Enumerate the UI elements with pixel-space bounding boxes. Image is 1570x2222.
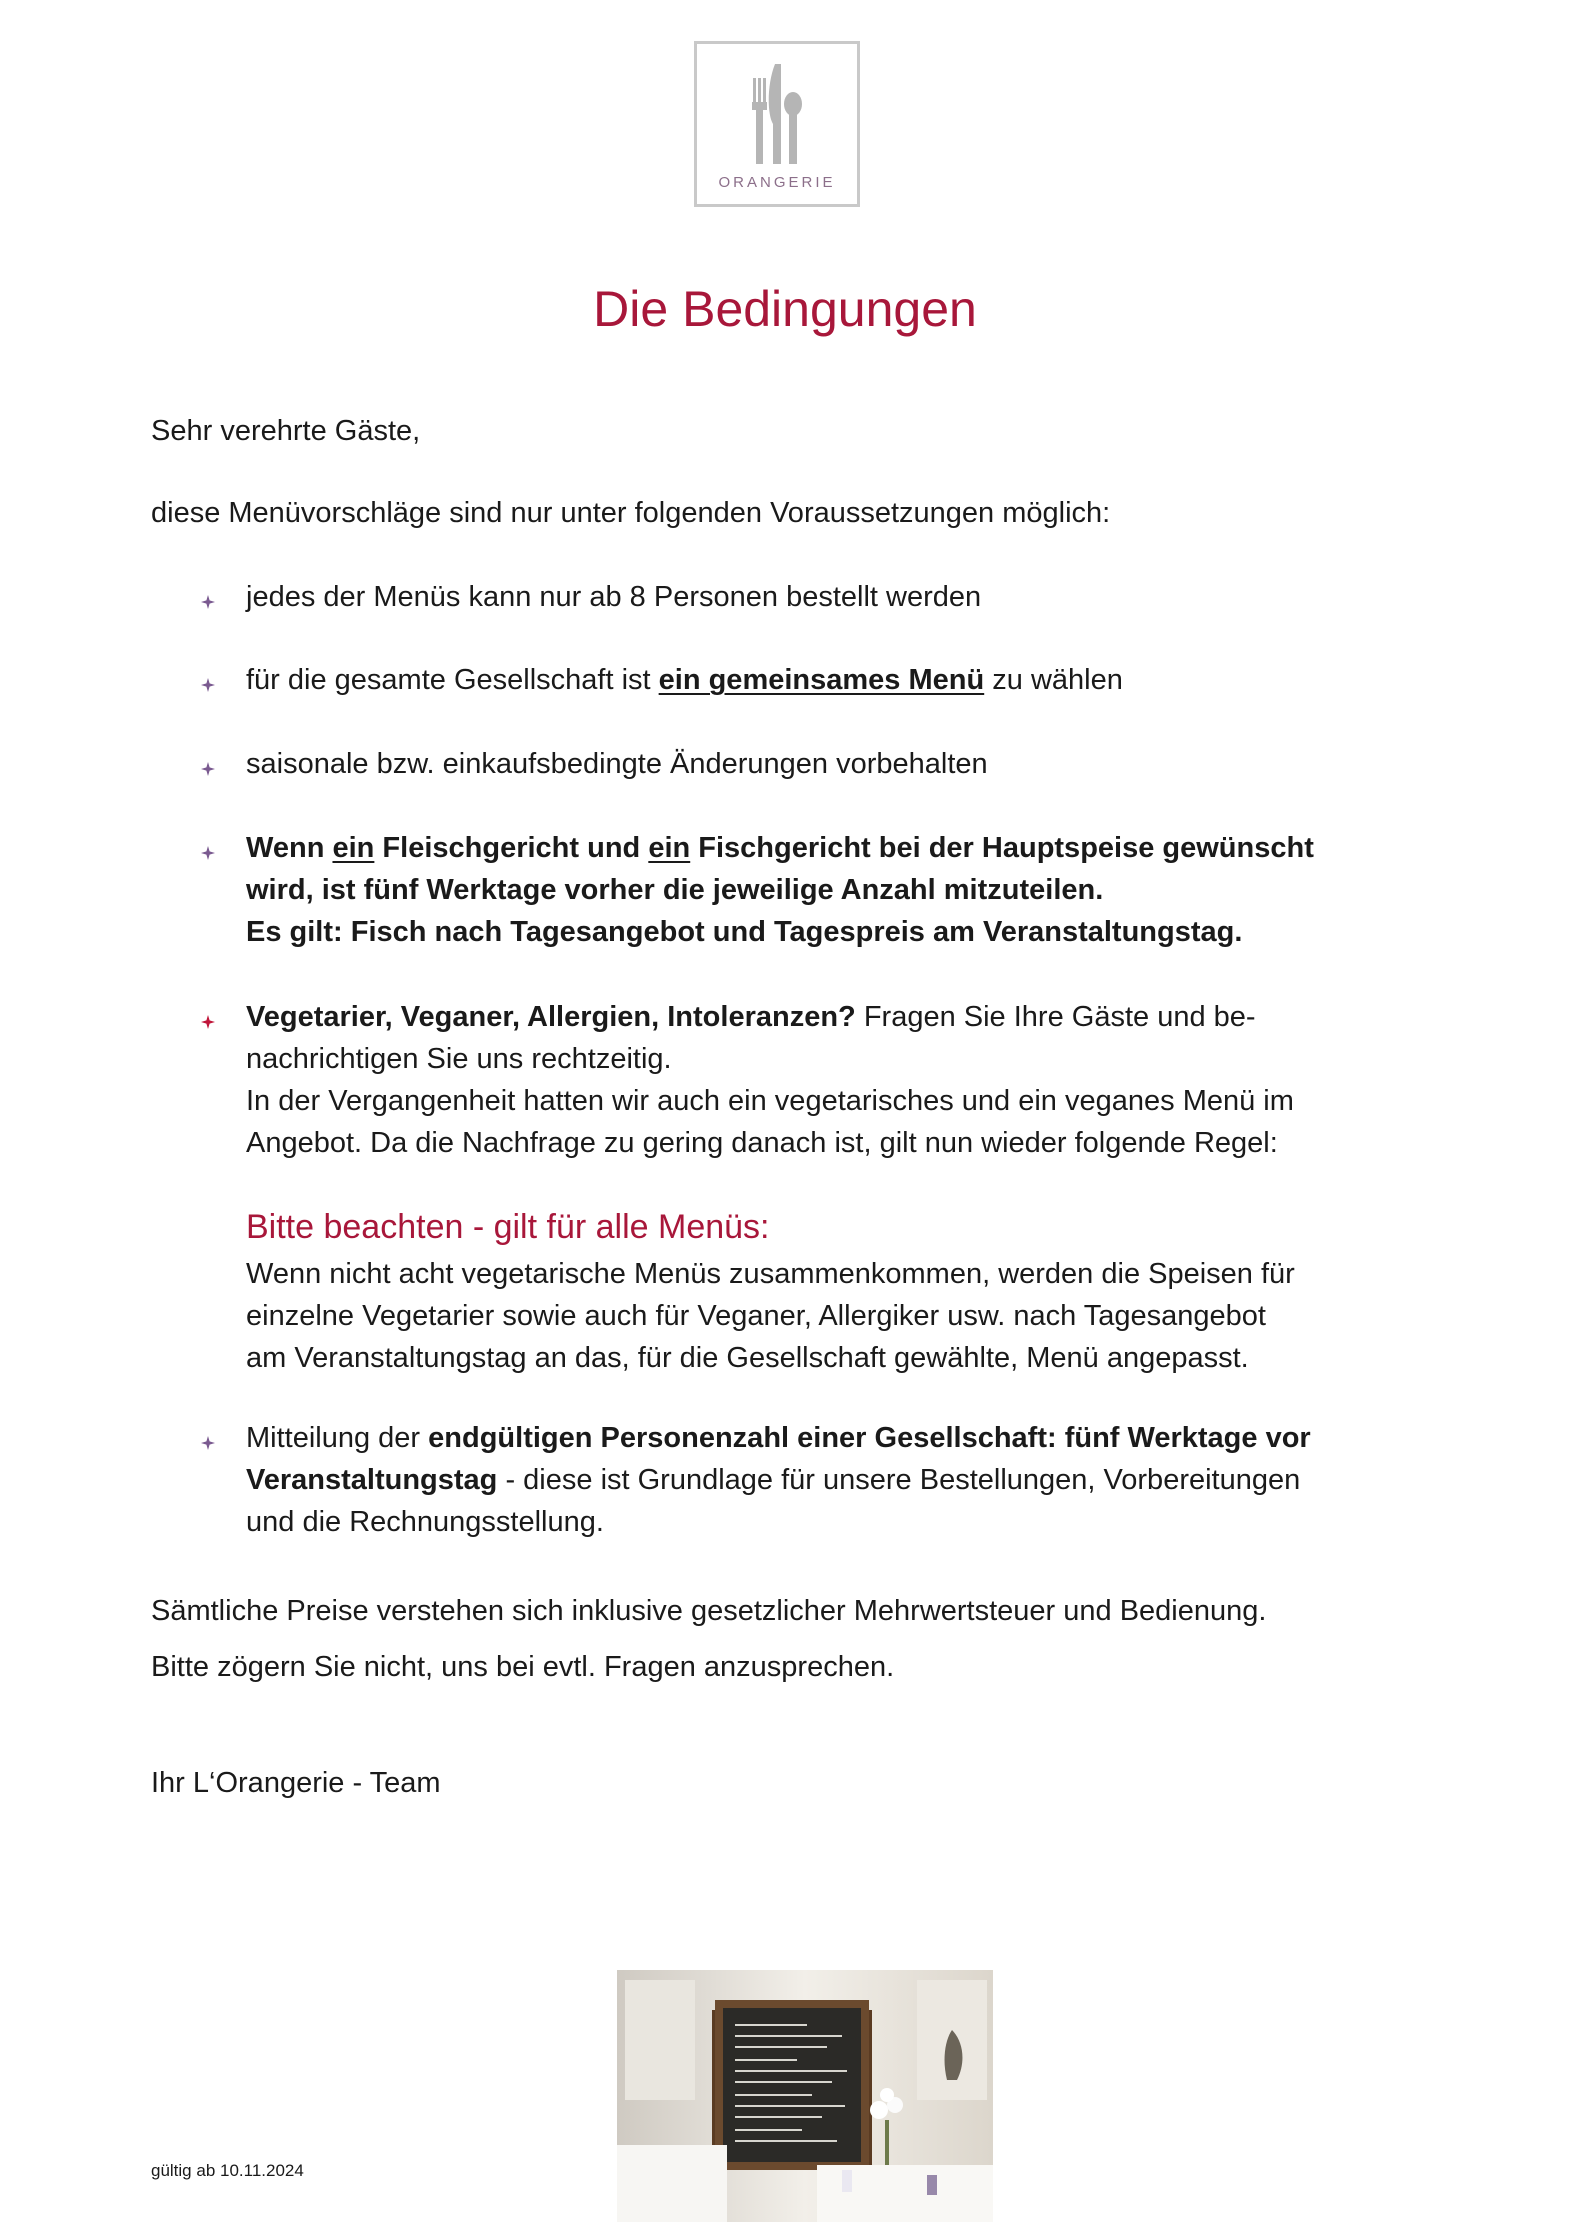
note-line-3: am Veranstaltungstag an das, für die Gesellschaft gewählte, Menü angepasst.	[246, 1342, 1249, 1374]
condition-seasonal-changes: saisonale bzw. einkaufsbedingte Änderungen vorbehalten	[246, 748, 988, 780]
valid-from-note: gültig ab 10.11.2024	[151, 2161, 304, 2180]
note-heading: Bitte beachten - gilt für alle Menüs:	[246, 1208, 770, 1246]
bullet-icon	[200, 1012, 216, 1032]
condition-vegetarian-line2: nachrichtigen Sie uns rechtzeitig.	[246, 1043, 672, 1075]
bullet-icon	[200, 843, 216, 863]
prices-note: Sämtliche Preise verstehen sich inklusive gesetzlicher Mehrwertsteuer und Bedienung.	[151, 1595, 1267, 1627]
condition-common-menu: für die gesamte Gesellschaft ist ein gemeinsames Menü zu wählen	[246, 664, 1123, 696]
condition-final-count-line3: und die Rechnungsstellung.	[246, 1506, 604, 1538]
orangerie-logo	[694, 41, 860, 207]
condition-final-count: Mitteilung der endgültigen Personenzahl einer Gesellschaft: fünf Werktage vor	[246, 1422, 1311, 1454]
condition-vegetarian: Vegetarier, Veganer, Allergien, Intoleranzen? Fragen Sie Ihre Gäste und be-	[246, 1001, 1256, 1033]
restaurant-photo	[617, 1970, 993, 2222]
questions-note: Bitte zögern Sie nicht, uns bei evtl. Fragen anzusprechen.	[151, 1651, 895, 1683]
intro-text: diese Menüvorschläge sind nur unter folgenden Voraussetzungen möglich:	[151, 497, 1111, 529]
bullet-icon	[200, 1433, 216, 1453]
condition-min-persons: jedes der Menüs kann nur ab 8 Personen bestellt werden	[246, 581, 982, 613]
condition-vegetarian-line3: In der Vergangenheit hatten wir auch ein vegetarisches und ein veganes Menü im	[246, 1085, 1294, 1117]
note-line-2: einzelne Vegetarier sowie auch für Veganer, Allergiker usw. nach Tagesangebot	[246, 1300, 1266, 1332]
condition-meat-fish-line2: wird, ist fünf Werktage vorher die jeweilige Anzahl mitzuteilen.	[246, 874, 1104, 906]
logo-wordmark: ORANGERIE	[718, 174, 836, 191]
bullet-icon	[200, 592, 216, 612]
condition-vegetarian-line4: Angebot. Da die Nachfrage zu gering danach ist, gilt nun wieder folgende Regel:	[246, 1127, 1278, 1159]
greeting: Sehr verehrte Gäste,	[151, 415, 421, 447]
signature: Ihr L‘Orangerie - Team	[151, 1767, 441, 1799]
condition-meat-fish: Wenn ein Fleischgericht und ein Fischgericht bei der Hauptspeise gewünscht	[246, 832, 1314, 864]
condition-meat-fish-line3: Es gilt: Fisch nach Tagesangebot und Tagespreis am Veranstaltungstag.	[246, 916, 1243, 948]
note-line-1: Wenn nicht acht vegetarische Menüs zusammenkommen, werden die Speisen für	[246, 1258, 1295, 1290]
bullet-icon	[200, 759, 216, 779]
page-title: Die Bedingungen	[593, 281, 977, 337]
condition-final-count-line2: Veranstaltungstag - diese ist Grundlage für unsere Bestellungen, Vorbereitungen	[246, 1464, 1301, 1496]
bullet-icon	[200, 675, 216, 695]
